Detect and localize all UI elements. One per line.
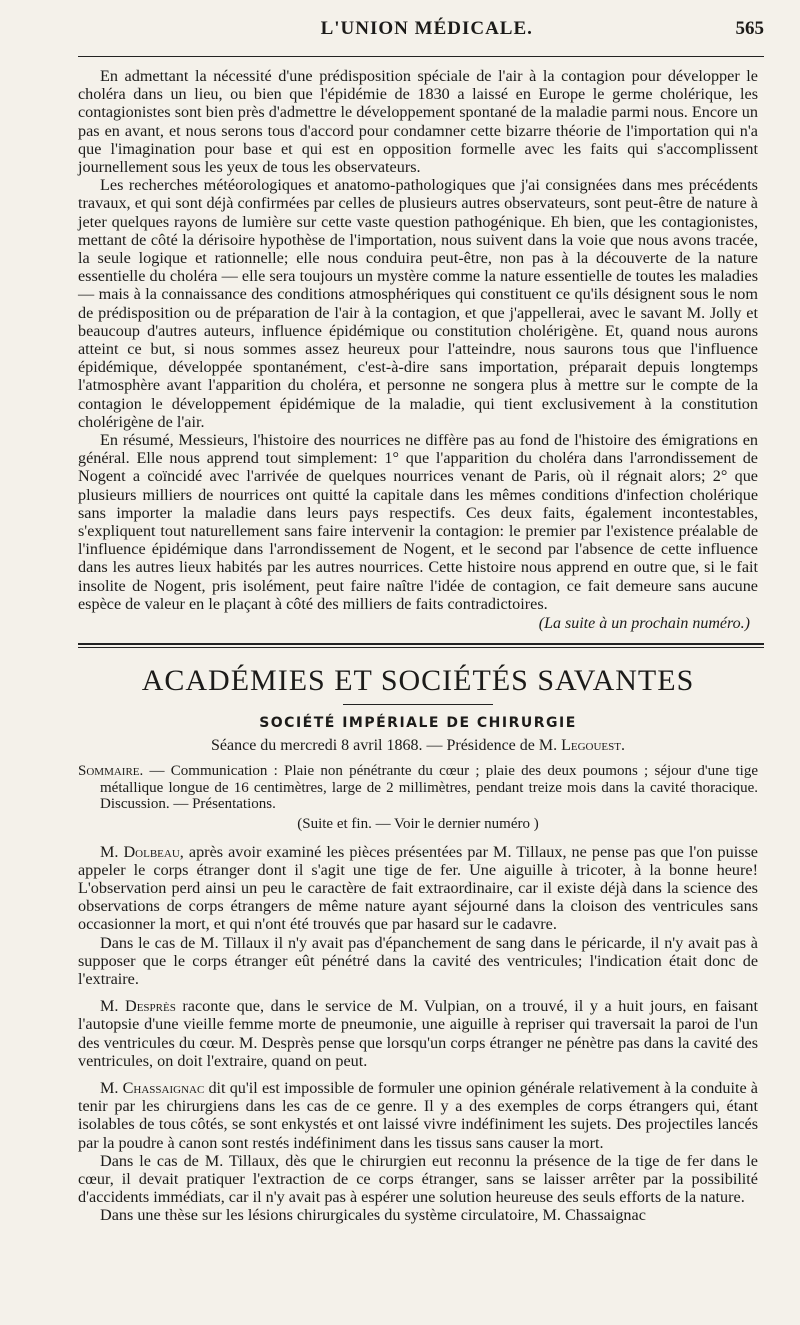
session-suffix: . xyxy=(621,737,625,755)
summary-text: — Communication : Plaie non pénétrante du cœur ; plaie des deux poumons ; séjour d'une tige métallique longue de 16 centimètres, large de 2 millimètres, pendant treize mois dans la cavité thoracique. Discussion. — Présentations. xyxy=(100,763,758,813)
discussion-text: raconte que, dans le service de M. Vulpian, on a trouvé, il y a huit jours, en faisant l'autopsie d'une vieille femme morte de pneumonie, une aiguille à repriser qui traversait la paroi de l'un des ventricules du cœur. M. Desprès pense que lorsqu'un corps étranger ne pénètre pas dans la cavité des ventricules, on doit l'extraire, quand on peut. xyxy=(78,997,758,1070)
session-line xyxy=(78,737,758,755)
society-name: SOCIÉTÉ IMPÉRIALE DE CHIRURGIE xyxy=(259,715,577,732)
speaker-name: M. Desprès xyxy=(100,997,176,1016)
header-rule xyxy=(78,56,764,57)
discussion-paragraph xyxy=(78,1152,758,1207)
continuation-note: (Suite et fin. — Voir le dernier numéro ) xyxy=(297,815,539,832)
section xyxy=(78,664,758,1225)
discussion-text: dit qu'il est impossible de formuler une opinion générale relativement à la conduite à tenir par les chirurgiens dans les cas de ce genre. Il y a des exemples de corps étrangers qui, étant isolables de tous côtés, se sont enkystés et ont laissé vivre indéfiniment les sujets. Des projectiles lancés par la poudre à canon sont restés indéfiniment dans les tissus sans causer la mort. xyxy=(78,1079,758,1152)
summary-label: Sommaire. xyxy=(78,763,144,780)
section-divider xyxy=(78,643,764,648)
article-paragraph: En admettant la nécessité d'une prédisposition spéciale de l'air à la contagion pour développer le choléra dans un lieu, ou bien que l'épidémie de 1830 a laissé en Europe le germe cholérique, les contagionistes sont bien près d'admettre le développement spontané de la maladie parmi nous. Encore un pas en avant, et nous serons tous d'accord pour condamner cette bizarre théorie de l'importation qui n'a que l'imagination pour base et qui est en opposition formelle avec les faits qui s'accomplissent journellement sous les yeux de tous les observateurs. xyxy=(78,67,758,177)
article-body xyxy=(78,67,758,633)
discussion-text: Dans le cas de M. Tillaux, dès que le chirurgien eut reconnu la présence de la tige de fer dans le cœur, il devait pratiquer l'extraction de ce corps étranger, sans se laisser arrêter par la possibilité d'accidents immédiats, car il n'y avait pas à espérer une solution heureuse des seuls efforts de la nature. xyxy=(78,1151,758,1207)
speaker-name: M. Chassaignac xyxy=(100,1079,205,1098)
discussion-text: Dans une thèse sur les lésions chirurgicales du système circulatoire, M. Chassaignac xyxy=(100,1206,646,1225)
title-rule xyxy=(343,704,493,705)
page-header xyxy=(78,18,764,48)
speaker-name: M. Dolbeau xyxy=(100,842,180,861)
discussion-paragraph xyxy=(78,843,758,934)
summary xyxy=(78,763,758,813)
session-president: Legouest xyxy=(561,737,621,755)
discussion-paragraph xyxy=(78,1206,758,1224)
discussion-paragraph xyxy=(78,1079,758,1152)
session-prefix: Séance du mercredi 8 avril 1868. — Présidence de M. xyxy=(211,737,558,755)
article-paragraph: En résumé, Messieurs, l'histoire des nourrices ne diffère pas au fond de l'histoire des émigrations en général. Elle nous apprend tout simplement: 1° que l'apparition du choléra dans l'arrondissement de Nogent a coïncidé avec l'arrivée de quelques nourrices venant de Paris, où il régnait alors; 2° que plusieurs milliers de nourrices ont quitté la capitale dans les mêmes conditions d'infection cholérique sans importer la maladie dans leurs pays respectifs. Ces deux faits, également incontestables, s'expliquent tout naturellement sans faire intervenir la contagion: le premier par l'existence préalable de l'influence épidémique dans l'arrondissement de Nogent, et le second par l'absence de cette influence dans les autres lieux habités par les autres nourrices. Cette histoire nous apprend en outre que, si le fait insolite de Nogent, pris isolément, peut faire naître l'idée de contagion, ce fait demeure sans aucune espèce de valeur en le plaçant à côté des milliers de faits contradictoires. xyxy=(78,431,758,613)
discussion-paragraph xyxy=(78,934,758,989)
running-title: L'UNION MÉDICALE. xyxy=(320,18,533,39)
article-paragraph: Les recherches météorologiques et anatomo-pathologiques que j'ai consignées dans mes précédents travaux, et qui sont déjà confirmées par celles de plusieurs autres observateurs, sont peut-être de nature à jeter quelques rayons de lumière sur cette vaste question pathogénique. Eh bien, que les contagionistes, mettant de côté la dérisoire hypothèse de l'importation, nous suivent dans la voie que nous avons tracée, la seule logique et rationnelle; elle nous conduira peut-être, non pas à la découverte de la nature essentielle du choléra — elle sera toujours un mystère comme la nature essentielle de toutes les maladies — mais à la connaissance des conditions atmosphériques qui constituent ce qu'ils désignent sous le nom de prédisposition ou de préparation de l'air à la contagion, et que j'appellerai, avec le savant M. Jolly et beaucoup d'autres auteurs, influence épidémique ou constitution cholérigène. Et, quand nous aurons atteint ce but, si nous sommes assez heureux pour l'atteindre, nous saurons tous que l'influence épidémique, développée spontanément, c'est-à-dire sans importation, préparait depuis longtemps l'atmosphère avant l'apparition du choléra, et personne ne songera plus à mettre sur le compte de la contagion le développement épidémique de la maladie, qui tient exclusivement à la constitution cholérigène de l'air. xyxy=(78,176,758,431)
discussion-text: , après avoir examiné les pièces présentées par M. Tillaux, ne pense pas que l'on puisse appeler le corps étranger dont il s'agit une tige de fer. Une aiguille à tricoter, à la bonne heure! L'observation perd ainsi un peu le caractère de fait extraordinaire, car il existe déjà dans la science des observations de corps étrangers de même nature ayant séjourné dans la cloison des ventricules sans occasionner la mort, et qui n'ont été trouvés que par hasard sur le cadavre. xyxy=(78,842,758,934)
discussion-paragraph xyxy=(78,997,758,1070)
section-title: ACADÉMIES ET SOCIÉTÉS SAVANTES xyxy=(141,664,695,698)
to-be-continued: (La suite à un prochain numéro.) xyxy=(538,615,750,633)
page-number: 565 xyxy=(735,18,764,39)
discussion-text: Dans le cas de M. Tillaux il n'y avait pas d'épanchement de sang dans le péricarde, il n'y avait pas à supposer que le corps étranger eût pénétré dans la cavité des ventricules; l'indication était donc de l'extraire. xyxy=(78,933,758,989)
